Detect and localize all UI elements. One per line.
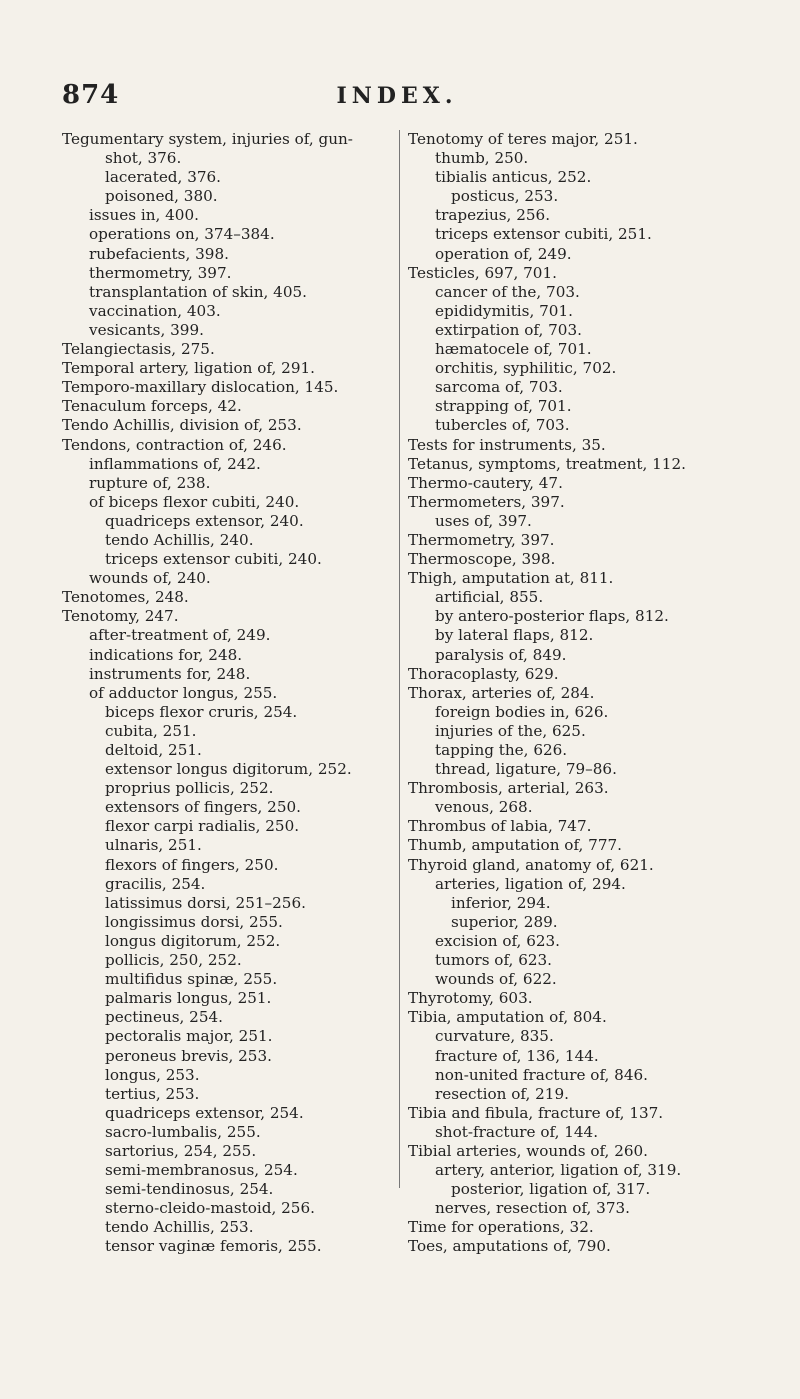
index-entry: inferior, 294. <box>451 893 551 912</box>
index-entry: injuries of the, 625. <box>435 721 586 740</box>
index-entry: cancer of the, 703. <box>435 282 580 301</box>
index-entry: palmaris longus, 251. <box>105 989 272 1008</box>
page-header <box>62 80 732 120</box>
index-entry: semi-membranosus, 254. <box>105 1161 298 1180</box>
index-entry: longus digitorum, 252. <box>105 931 281 950</box>
index-entry: trapezius, 256. <box>435 206 551 225</box>
index-entry: rupture of, 238. <box>89 473 211 492</box>
index-entry: Thigh, amputation at, 811. <box>408 569 614 588</box>
index-entry: Thrombosis, arterial, 263. <box>408 779 609 798</box>
index-entry: Tibial arteries, wounds of, 260. <box>408 1141 649 1160</box>
index-entry: flexors of fingers, 250. <box>105 855 279 874</box>
index-entry: posterior, ligation of, 317. <box>451 1180 651 1199</box>
index-entry: peroneus brevis, 253. <box>105 1046 272 1065</box>
index-entry: instruments for, 248. <box>89 664 251 683</box>
index-entry: posticus, 253. <box>451 187 559 206</box>
index-entry: triceps extensor cubiti, 251. <box>435 225 652 244</box>
index-entry: inflammations of, 242. <box>89 454 261 473</box>
index-entry: Tibia and fibula, fracture of, 137. <box>408 1103 664 1122</box>
index-entry: proprius pollicis, 252. <box>105 779 274 798</box>
index-entry: Thumb, amputation of, 777. <box>408 836 622 855</box>
index-entry: flexor carpi radialis, 250. <box>105 817 300 836</box>
index-entry: venous, 268. <box>435 798 533 817</box>
index-entry: Tendons, contraction of, 246. <box>62 435 287 454</box>
index-entry: arteries, ligation of, 294. <box>435 874 626 893</box>
index-column-left <box>62 130 397 1257</box>
index-entry: Thrombus of labia, 747. <box>408 817 592 836</box>
index-entry: thumb, 250. <box>435 149 529 168</box>
index-entry: thread, ligature, 79–86. <box>435 760 617 779</box>
index-entry: by antero-posterior flaps, 812. <box>435 607 669 626</box>
index-entry: rubefacients, 398. <box>89 244 229 263</box>
index-entry: tubercles of, 703. <box>435 416 570 435</box>
page-number: 874 <box>62 80 120 110</box>
index-entry: tibialis anticus, 252. <box>435 168 592 187</box>
index-entry: multifidus spinæ, 255. <box>105 970 278 989</box>
index-entry: strapping of, 701. <box>435 397 572 416</box>
index-entry: triceps extensor cubiti, 240. <box>105 550 322 569</box>
index-entry: Toes, amputations of, 790. <box>408 1237 611 1256</box>
index-entry: after-treatment of, 249. <box>89 626 271 645</box>
index-entry: sarcoma of, 703. <box>435 378 563 397</box>
index-entry: Tenotomy of teres major, 251. <box>408 130 638 148</box>
index-entry: latissimus dorsi, 251–256. <box>105 893 306 912</box>
index-entry: orchitis, syphilitic, 702. <box>435 359 617 378</box>
index-entry: pectoralis major, 251. <box>105 1027 273 1046</box>
index-entry: operations on, 374–384. <box>89 225 275 244</box>
index-entry: Thyroid gland, anatomy of, 621. <box>408 855 654 874</box>
index-entry: poisoned, 380. <box>105 187 218 206</box>
index-entry: Telangiectasis, 275. <box>62 340 215 359</box>
index-entry: foreign bodies in, 626. <box>435 702 609 721</box>
index-entry: gracilis, 254. <box>105 874 206 893</box>
index-entry: curvature, 835. <box>435 1027 554 1046</box>
index-entry: Thermo-cautery, 47. <box>408 473 563 492</box>
index-entry: Temporal artery, ligation of, 291. <box>62 359 315 378</box>
index-entry: resection of, 219. <box>435 1084 569 1103</box>
page-title: INDEX. <box>336 83 458 109</box>
index-entry: of adductor longus, 255. <box>89 683 278 702</box>
index-entry: Time for operations, 32. <box>408 1218 594 1237</box>
index-column-right <box>408 130 738 1257</box>
index-entry: Thermometers, 397. <box>408 492 565 511</box>
index-entry: sartorius, 254, 255. <box>105 1141 257 1160</box>
index-entry: artery, anterior, ligation of, 319. <box>435 1161 682 1180</box>
index-entry: extirpation of, 703. <box>435 320 582 339</box>
index-entry: Tegumentary system, injuries of, gun- <box>62 130 353 148</box>
index-entry: excision of, 623. <box>435 931 561 950</box>
index-entry: operation of, 249. <box>435 244 572 263</box>
index-entry: quadriceps extensor, 240. <box>105 511 304 530</box>
index-entry: tendo Achillis, 240. <box>105 530 254 549</box>
index-entry: Tests for instruments, 35. <box>408 435 606 454</box>
index-entry: thermometry, 397. <box>89 263 232 282</box>
index-entry: sterno-cleido-mastoid, 256. <box>105 1199 315 1218</box>
index-entry: Tetanus, symptoms, treatment, 112. <box>408 454 686 473</box>
index-entry: tertius, 253. <box>105 1084 200 1103</box>
index-entry: Tibia, amputation of, 804. <box>408 1008 607 1027</box>
index-entry: shot-fracture of, 144. <box>435 1122 599 1141</box>
index-entry: non-united fracture of, 846. <box>435 1065 648 1084</box>
index-entry: longus, 253. <box>105 1065 200 1084</box>
index-entry: tensor vaginæ femoris, 255. <box>105 1237 322 1256</box>
index-entry: Tendo Achillis, division of, 253. <box>62 416 302 435</box>
index-entry: Tenotomy, 247. <box>62 607 179 626</box>
index-entry: longissimus dorsi, 255. <box>105 912 283 931</box>
index-entry: paralysis of, 849. <box>435 645 567 664</box>
index-entry: epididymitis, 701. <box>435 301 573 320</box>
index-entry: Thoracoplasty, 629. <box>408 664 559 683</box>
index-entry: tapping the, 626. <box>435 741 568 759</box>
index-entry: vaccination, 403. <box>89 301 221 320</box>
index-entry: shot, 376. <box>105 149 182 168</box>
index-entry: vesicants, 399. <box>89 320 204 339</box>
index-entry: ulnaris, 251. <box>105 836 202 855</box>
index-entry: Thermometry, 397. <box>408 530 555 549</box>
index-entry: by lateral flaps, 812. <box>435 626 594 645</box>
index-entry: semi-tendinosus, 254. <box>105 1180 274 1199</box>
index-entry: lacerated, 376. <box>105 168 222 187</box>
index-entry: indications for, 248. <box>89 645 243 664</box>
index-entry: of biceps flexor cubiti, 240. <box>89 492 300 511</box>
index-entry: biceps flexor cruris, 254. <box>105 702 298 721</box>
index-entry: superior, 289. <box>451 912 558 931</box>
index-entry: pollicis, 250, 252. <box>105 951 242 970</box>
index-entry: sacro-lumbalis, 255. <box>105 1122 261 1141</box>
column-divider <box>399 130 400 1188</box>
index-entry: wounds of, 622. <box>435 970 557 989</box>
index-entry: fracture of, 136, 144. <box>435 1046 599 1065</box>
index-entry: deltoid, 251. <box>105 741 202 759</box>
index-entry: wounds of, 240. <box>89 569 211 588</box>
index-entry: issues in, 400. <box>89 206 199 225</box>
index-entry: Tenotomes, 248. <box>62 588 189 607</box>
index-entry: Temporo-maxillary dislocation, 145. <box>62 378 339 397</box>
index-entry: Thorax, arteries of, 284. <box>408 683 595 702</box>
index-entry: cubita, 251. <box>105 721 197 740</box>
index-entry: pectineus, 254. <box>105 1008 223 1027</box>
index-entry: quadriceps extensor, 254. <box>105 1103 304 1122</box>
index-entry: extensor longus digitorum, 252. <box>105 760 352 779</box>
index-entry: tendo Achillis, 253. <box>105 1218 254 1237</box>
index-entry: Testicles, 697, 701. <box>408 263 557 282</box>
index-entry: tumors of, 623. <box>435 951 553 970</box>
index-entry: artificial, 855. <box>435 588 544 607</box>
index-entry: uses of, 397. <box>435 511 532 530</box>
index-entry: hæmatocele of, 701. <box>435 340 592 359</box>
index-entry: transplantation of skin, 405. <box>89 282 307 301</box>
index-entry: Thermoscope, 398. <box>408 550 556 569</box>
index-entry: Thyrotomy, 603. <box>408 989 533 1008</box>
index-entry: nerves, resection of, 373. <box>435 1199 630 1218</box>
index-entry: Tenaculum forceps, 42. <box>62 397 242 416</box>
index-entry: extensors of fingers, 250. <box>105 798 301 817</box>
